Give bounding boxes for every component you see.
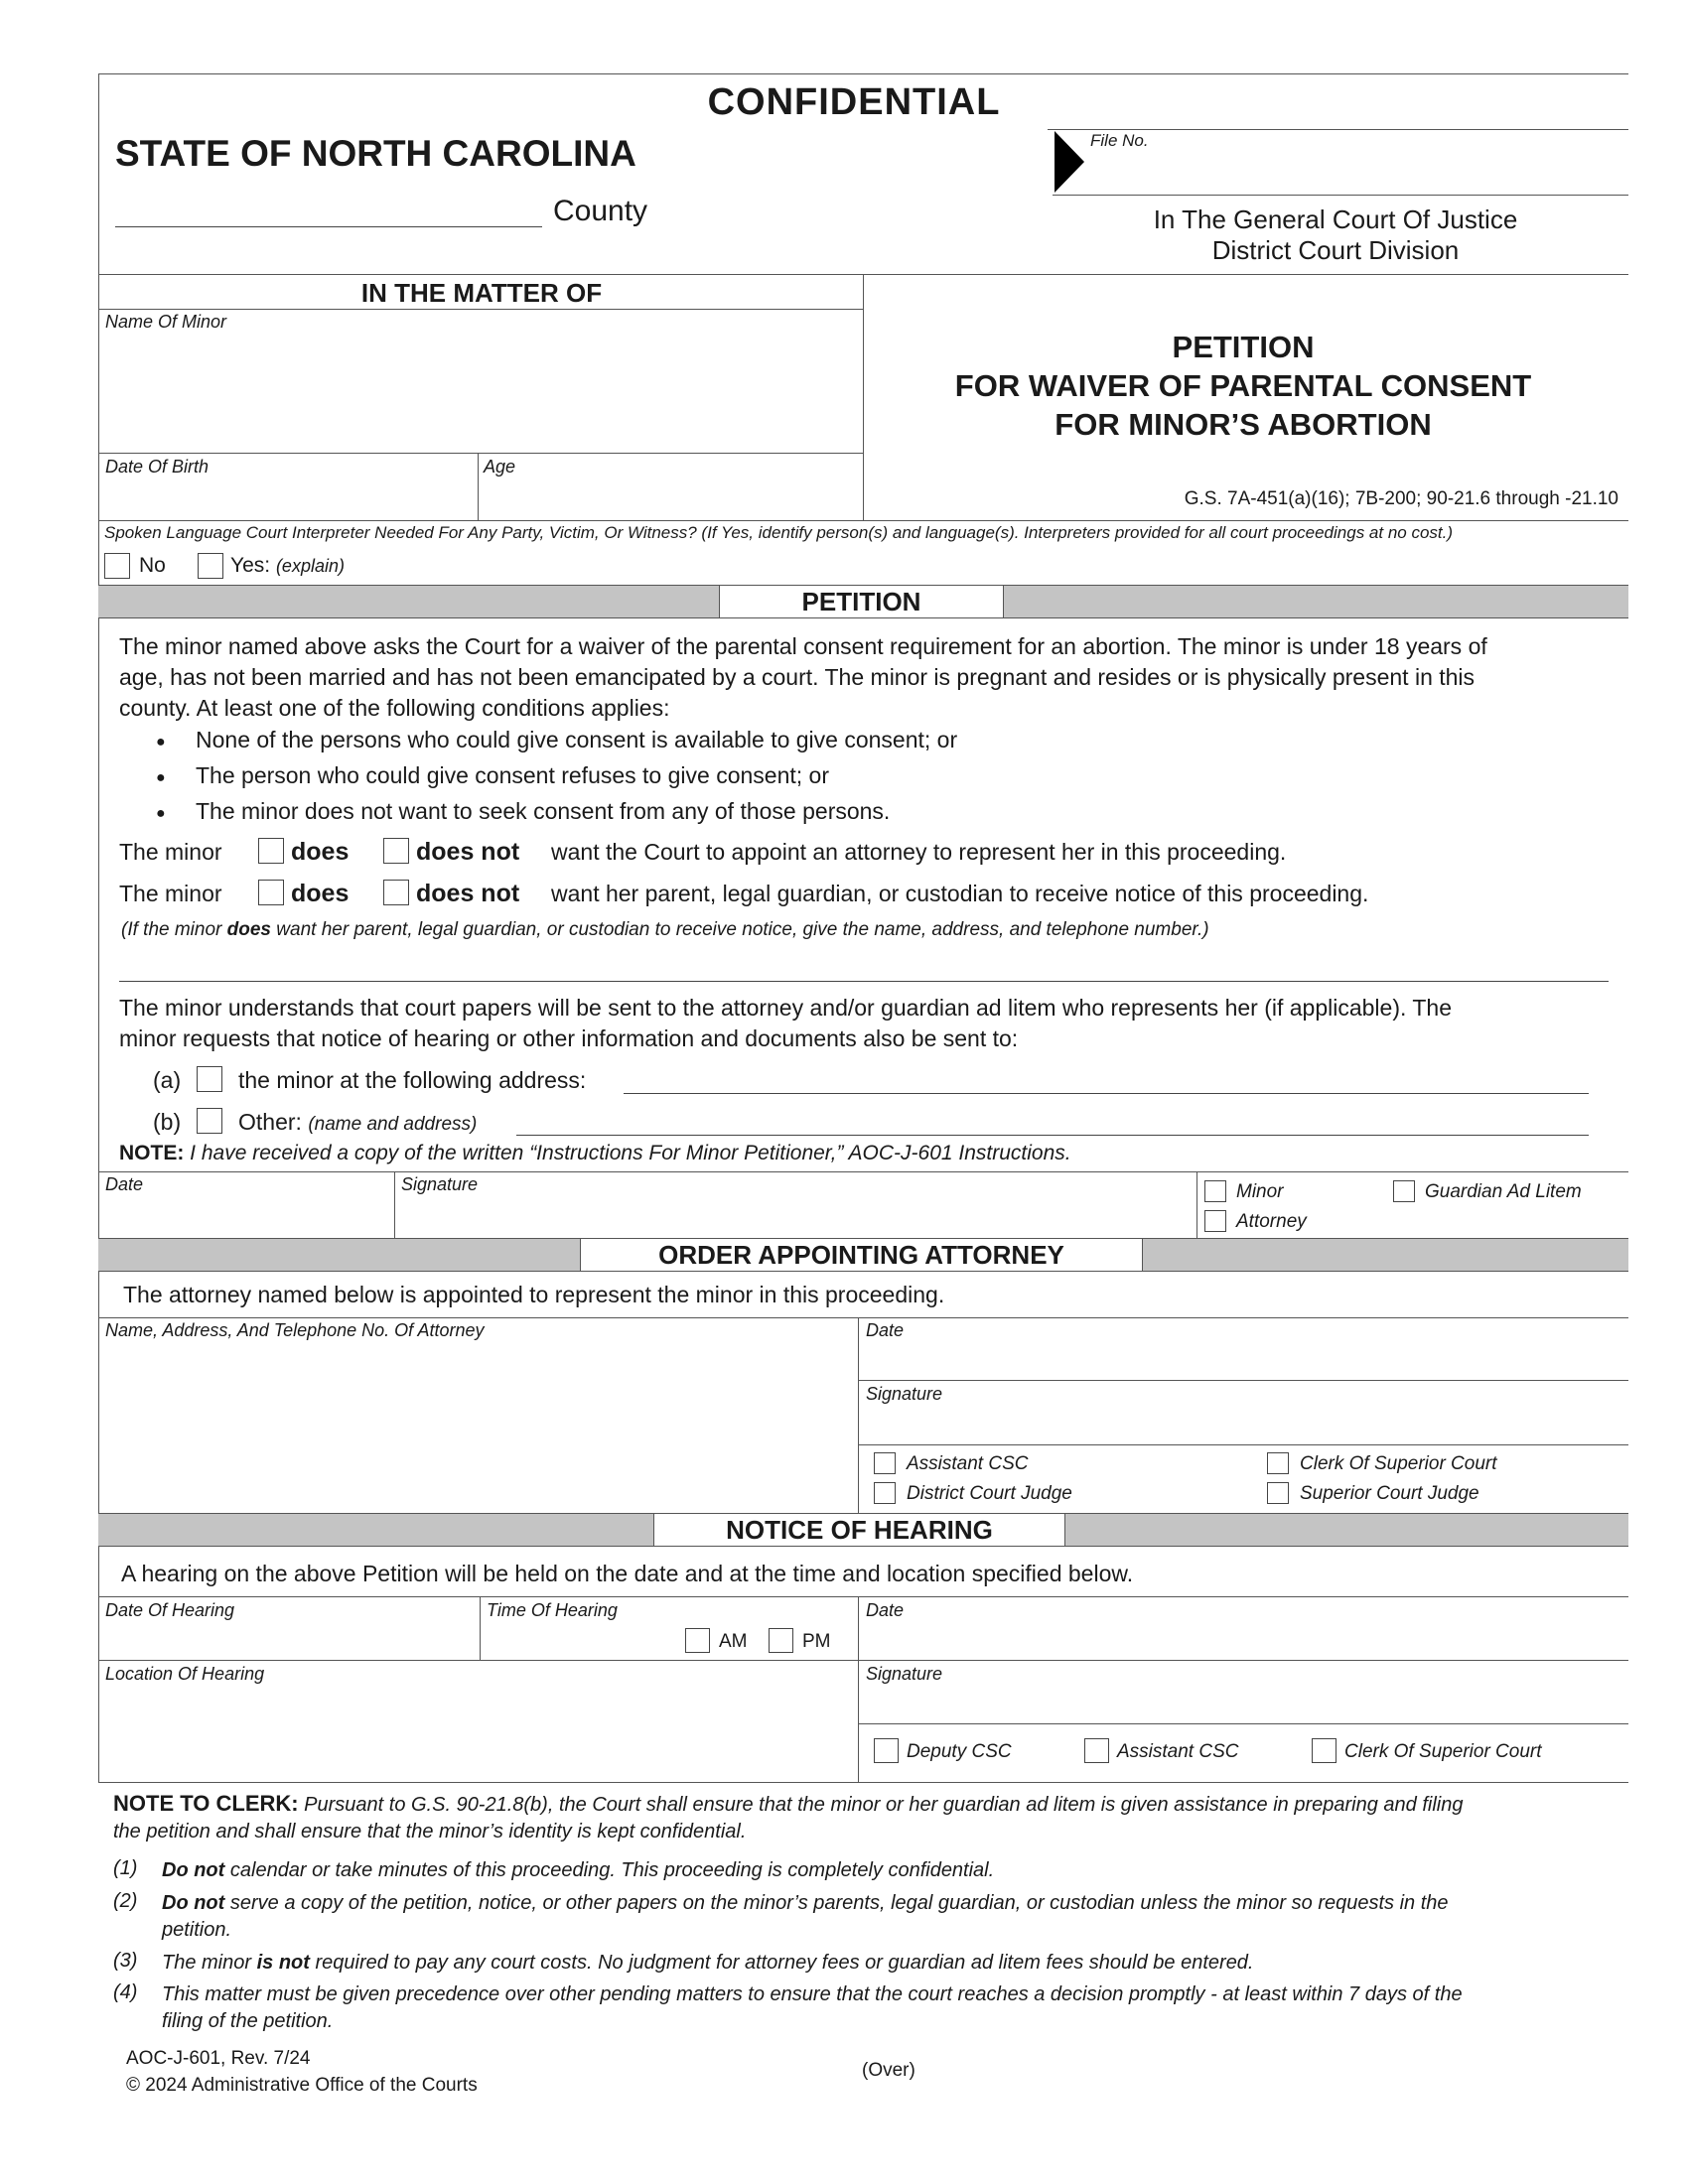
attorney-name-label: Name, Address, And Telephone No. Of Attorney xyxy=(105,1320,485,1340)
note-bold: NOTE: xyxy=(119,1142,185,1164)
signer-attorney-checkbox[interactable] xyxy=(1204,1210,1226,1232)
pm-checkbox[interactable] xyxy=(769,1628,793,1653)
if-note-post: want her parent, legal guardian, or custodian to receive notice, give the name, address, and telephone number.) xyxy=(276,919,1209,940)
yes-text: Yes: xyxy=(230,554,271,577)
hearing-assistant-csc-label: Assistant CSC xyxy=(1117,1741,1239,1762)
am-checkbox[interactable] xyxy=(685,1628,710,1653)
order-date-input[interactable] xyxy=(866,1342,1620,1378)
notice-does-checkbox[interactable] xyxy=(258,880,284,905)
clerk-item-1-text: calendar or take minutes of this proceeding. This proceeding is completely confidential. xyxy=(229,1859,995,1881)
date-sig-divider xyxy=(394,1171,395,1238)
attorney-does-not-label: does not xyxy=(416,838,520,866)
note-text: I have received a copy of the written “Instructions For Minor Petitioner,” AOC-J-601 Instructions. xyxy=(190,1142,1071,1164)
hearing-table-bottom xyxy=(98,1782,1628,1783)
option-a-checkbox[interactable] xyxy=(197,1066,222,1092)
notice-want-text: want her parent, legal guardian, or custodian to receive notice of this proceeding. xyxy=(551,881,1369,906)
sig-role-divider xyxy=(1196,1171,1197,1238)
file-no-top-line xyxy=(1048,129,1628,130)
court-info xyxy=(1122,205,1549,266)
file-no-label: File No. xyxy=(1090,131,1149,150)
hearing-clerk-label: Clerk Of Superior Court xyxy=(1344,1741,1542,1762)
order-date-label: Date xyxy=(866,1320,905,1340)
if-note-pre: (If the minor xyxy=(121,919,222,940)
option-b-text: Other: xyxy=(238,1109,302,1135)
hearing-assistant-csc-checkbox[interactable] xyxy=(1084,1738,1109,1763)
signature-row-top xyxy=(98,1171,1628,1172)
clerk-item-1-bold: Do not xyxy=(162,1859,225,1881)
hearing-time-input[interactable] xyxy=(487,1622,680,1658)
order-superior-judge-checkbox[interactable] xyxy=(1267,1482,1289,1504)
hearing-right-date-input[interactable] xyxy=(866,1622,1620,1658)
file-no-arrow-icon xyxy=(1053,131,1086,193)
hearing-table-top xyxy=(98,1596,1628,1597)
order-text: The attorney named below is appointed to represent the minor in this proceeding. xyxy=(123,1282,945,1307)
notice-does-not-label: does not xyxy=(416,880,520,907)
matter-heading-line xyxy=(98,309,863,310)
hearing-signature-bottom xyxy=(858,1723,1628,1724)
name-of-minor-input[interactable] xyxy=(105,334,855,451)
signer-minor-checkbox[interactable] xyxy=(1204,1180,1226,1202)
state-title: STATE OF NORTH CAROLINA xyxy=(115,133,636,174)
hearing-date-input[interactable] xyxy=(105,1622,473,1658)
bullet-icon: ● xyxy=(156,734,166,751)
hearing-date-time-divider xyxy=(480,1596,481,1660)
interpreter-no-checkbox[interactable] xyxy=(104,553,130,579)
age-input[interactable] xyxy=(484,478,856,518)
clerk-item-3-pre: The minor xyxy=(162,1952,252,1974)
attorney-does-not-checkbox[interactable] xyxy=(383,838,409,864)
hearing-right-date-bottom xyxy=(858,1660,1628,1661)
order-clerk-checkbox[interactable] xyxy=(1267,1452,1289,1474)
order-signature-bottom xyxy=(858,1444,1628,1445)
order-clerk-label: Clerk Of Superior Court xyxy=(1300,1453,1497,1474)
file-no-bottom-line xyxy=(1053,195,1628,196)
hearing-clerk-checkbox[interactable] xyxy=(1312,1738,1336,1763)
petition-p1-line3: county. At least one of the following conditions applies: xyxy=(119,695,670,721)
petition-p1-line2: age, has not been married and has not been emancipated by a court. The minor is pregnant and resides or is physically present in this xyxy=(119,664,1476,690)
statute-reference: G.S. 7A-451(a)(16); 7B-200; 90-21.6 through -21.10 xyxy=(1184,488,1618,509)
order-signature-label: Signature xyxy=(866,1384,943,1404)
hearing-deputy-csc-label: Deputy CSC xyxy=(907,1741,1012,1762)
note-received-instructions xyxy=(119,1142,1071,1165)
order-date-bottom xyxy=(858,1380,1628,1381)
over-indicator: (Over) xyxy=(862,2060,915,2081)
option-b-letter: (b) xyxy=(153,1109,182,1135)
interpreter-no-label: No xyxy=(139,554,166,577)
dob-age-divider xyxy=(478,453,479,520)
signer-gal-checkbox[interactable] xyxy=(1393,1180,1415,1202)
notice-does-not-checkbox[interactable] xyxy=(383,880,409,905)
parent-contact-input[interactable] xyxy=(119,943,1609,977)
file-no-input[interactable] xyxy=(1090,153,1626,193)
petition-paragraph-1 xyxy=(119,631,1618,724)
clerk-item-2-text: serve a copy of the petition, notice, or other papers on the minor’s parents, legal guardian, or custodian unless the minor so requests in the xyxy=(229,1892,1449,1914)
clerk-item-number: (3) xyxy=(113,1950,138,1972)
hearing-right-date-label: Date xyxy=(866,1600,905,1620)
clerk-note-intro xyxy=(113,1790,1613,1845)
order-signature-input[interactable] xyxy=(866,1406,1620,1441)
age-label: Age xyxy=(484,457,516,477)
frame-top-border xyxy=(98,73,1628,74)
condition-2: The person who could give consent refuses to give consent; or xyxy=(196,762,829,788)
order-table-top xyxy=(98,1317,1628,1318)
bullet-icon: ● xyxy=(156,769,166,786)
form-title xyxy=(866,328,1620,444)
option-a-letter: (a) xyxy=(153,1067,182,1093)
hearing-location-label: Location Of Hearing xyxy=(105,1664,265,1684)
order-heading: ORDER APPOINTING ATTORNEY xyxy=(580,1238,1143,1272)
clerk-item-2 xyxy=(162,1890,1612,1944)
form-number: AOC-J-601, Rev. 7/24 xyxy=(126,2048,311,2069)
clerk-note-intro-line1: Pursuant to G.S. 90-21.8(b), the Court shall ensure that the minor or her guardian ad litem is given assistance in preparing and filing xyxy=(304,1794,1464,1816)
hearing-left-mid-line xyxy=(98,1660,858,1661)
petition-date-input[interactable] xyxy=(105,1196,388,1236)
interpreter-yes-label xyxy=(230,554,345,578)
clerk-item-3-bold: is not xyxy=(256,1952,310,1974)
interpreter-yes-checkbox[interactable] xyxy=(198,553,223,579)
clerk-item-3 xyxy=(162,1950,1612,1977)
clerk-item-1 xyxy=(162,1857,1612,1884)
form-footer xyxy=(126,2045,478,2099)
other-recipient-input[interactable] xyxy=(516,1135,1589,1136)
hearing-date-label: Date Of Hearing xyxy=(105,1600,235,1620)
county-label: County xyxy=(553,195,648,227)
form-title-line-1: PETITION xyxy=(1172,330,1315,364)
hearing-text: A hearing on the above Petition will be held on the date and at the time and location specified below. xyxy=(121,1561,1134,1586)
attorney-does-checkbox[interactable] xyxy=(258,838,284,864)
hearing-column-divider xyxy=(858,1596,859,1782)
clerk-item-number: (4) xyxy=(113,1981,138,2003)
interpreter-question: Spoken Language Court Interpreter Needed For Any Party, Victim, Or Witness? (If Yes, identify person(s) and language(s). Interpreters provided for all court proceedings at no cost.) xyxy=(104,523,1454,542)
attorney-want-text: want the Court to appoint an attorney to represent her in this proceeding. xyxy=(551,839,1287,865)
petition-signature-label: Signature xyxy=(401,1174,479,1194)
clerk-item-3-text: required to pay any court costs. No judgment for attorney fees or guardian ad litem fees should be entered. xyxy=(315,1952,1254,1974)
clerk-item-2-bold: Do not xyxy=(162,1892,225,1914)
hearing-signature-input[interactable] xyxy=(866,1686,1620,1721)
clerk-item-4-text: This matter must be given precedence over other pending matters to ensure that the court reaches a decision promptly - at least within 7 days of the xyxy=(162,1983,1463,2005)
clerk-item-number: (2) xyxy=(113,1890,138,1912)
clerk-note-intro-line2: the petition and shall ensure that the minor’s identity is kept confidential. xyxy=(113,1821,747,1843)
attorney-minor-label: The minor xyxy=(119,839,222,865)
court-line-2: District Court Division xyxy=(1211,235,1460,265)
option-a-text: the minor at the following address: xyxy=(238,1067,587,1093)
clerk-note-heading: NOTE TO CLERK: xyxy=(113,1791,299,1816)
confidential-heading: CONFIDENTIAL xyxy=(707,81,1001,123)
matter-right-divider xyxy=(863,274,864,520)
pm-label: PM xyxy=(802,1631,831,1652)
form-title-line-2: FOR WAIVER OF PARENTAL CONSENT xyxy=(954,368,1532,403)
condition-3: The minor does not want to seek consent from any of those persons. xyxy=(196,798,891,824)
order-district-judge-checkbox[interactable] xyxy=(874,1482,896,1504)
name-bottom-line xyxy=(98,453,863,454)
form-title-line-3: FOR MINOR’S ABORTION xyxy=(1055,407,1432,442)
matter-heading: IN THE MATTER OF xyxy=(360,278,603,308)
option-b-hint: (name and address) xyxy=(308,1114,478,1135)
clerk-item-4 xyxy=(162,1981,1612,2035)
clerk-item-number: (1) xyxy=(113,1857,138,1879)
clerk-item-2-text2: petition. xyxy=(162,1919,232,1941)
minor-address-input[interactable] xyxy=(624,1093,1589,1094)
dob-label: Date Of Birth xyxy=(105,457,210,477)
hearing-deputy-csc-checkbox[interactable] xyxy=(874,1738,899,1763)
condition-1: None of the persons who could give consent is available to give consent; or xyxy=(196,727,958,752)
am-label: AM xyxy=(719,1631,748,1652)
hearing-time-label: Time Of Hearing xyxy=(487,1600,618,1620)
order-superior-judge-label: Superior Court Judge xyxy=(1300,1483,1479,1504)
order-assistant-csc-label: Assistant CSC xyxy=(907,1453,1029,1474)
yes-explain-text: (explain) xyxy=(275,556,345,576)
petition-signature-input[interactable] xyxy=(401,1196,1191,1236)
parent-contact-line xyxy=(119,981,1609,982)
bullet-icon: ● xyxy=(156,805,166,822)
notice-minor-label: The minor xyxy=(119,881,222,906)
court-line-1: In The General Court Of Justice xyxy=(1153,205,1518,234)
hearing-heading: NOTICE OF HEARING xyxy=(653,1513,1065,1547)
attorney-does-label: does xyxy=(291,838,350,866)
signer-gal-label: Guardian Ad Litem xyxy=(1425,1181,1582,1202)
copyright: © 2024 Administrative Office of the Courts xyxy=(126,2075,478,2096)
county-input[interactable] xyxy=(115,226,542,227)
petition-p1-line1: The minor named above asks the Court for a waiver of the parental consent requirement for an abortion. The minor is under 18 years of xyxy=(119,633,1487,659)
if-notice-instruction xyxy=(121,919,1209,941)
matter-bottom-line xyxy=(98,520,1628,521)
clerk-item-4-text2: filing of the petition. xyxy=(162,2010,334,2032)
petition-p2-line1: The minor understands that court papers will be sent to the attorney and/or guardian ad litem who represents her (if applicable). The xyxy=(119,995,1452,1021)
hearing-location-input[interactable] xyxy=(105,1686,850,1779)
if-note-bold: does xyxy=(226,919,272,940)
petition-date-label: Date xyxy=(105,1174,144,1194)
signer-minor-label: Minor xyxy=(1236,1181,1284,1202)
order-column-divider xyxy=(858,1317,859,1513)
signer-attorney-label: Attorney xyxy=(1236,1211,1307,1232)
name-of-minor-label: Name Of Minor xyxy=(105,312,227,332)
order-assistant-csc-checkbox[interactable] xyxy=(874,1452,896,1474)
hearing-signature-label: Signature xyxy=(866,1664,943,1684)
option-b-label xyxy=(238,1109,477,1136)
attorney-name-input[interactable] xyxy=(105,1342,850,1511)
petition-heading: PETITION xyxy=(719,585,1004,618)
notice-does-label: does xyxy=(291,880,350,907)
order-district-judge-label: District Court Judge xyxy=(907,1483,1072,1504)
petition-p2-line2: minor requests that notice of hearing or other information and documents also be sent to: xyxy=(119,1025,1019,1051)
petition-paragraph-2 xyxy=(119,993,1618,1054)
dob-input[interactable] xyxy=(105,478,473,518)
option-b-checkbox[interactable] xyxy=(197,1108,222,1134)
